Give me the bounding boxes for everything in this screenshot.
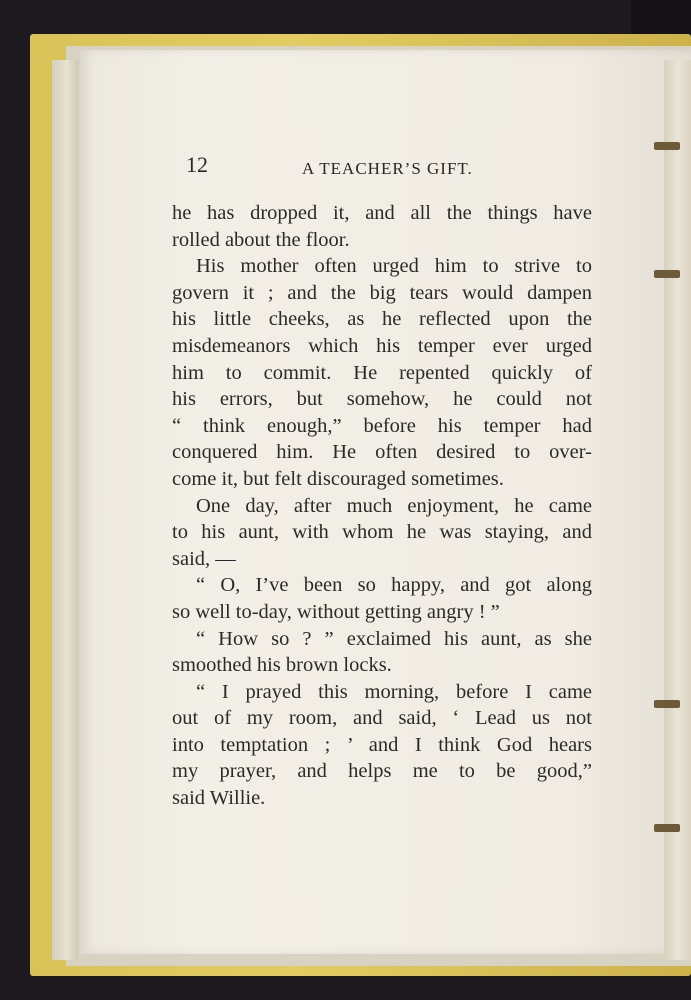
text-line: out of my room, and said, ‘ Lead us not (172, 707, 592, 730)
page-header (186, 152, 596, 182)
text-line: One day, after much enjoyment, he came (196, 494, 592, 517)
page-number: 12 (186, 152, 208, 177)
text-line: “ O, I’ve been so happy, and got along (196, 574, 592, 597)
text-line: he has dropped it, and all the things have (172, 202, 592, 224)
text-line: misdemeanors which his temper ever urged (172, 334, 592, 357)
binding-thread (654, 270, 680, 278)
binding-thread (654, 700, 680, 708)
text-line: smoothed his brown locks. (172, 654, 392, 677)
running-head: A TEACHER’S GIFT. (302, 159, 473, 178)
binding-thread (654, 142, 680, 150)
text-line: conquered him. He often desired to over- (172, 441, 592, 464)
text-line: into temptation ; ’ and I think God hears (172, 733, 592, 756)
page-edge-left (52, 60, 78, 960)
text-line: his little cheeks, as he reflected upon the (172, 308, 592, 331)
body-text (172, 200, 592, 812)
text-line: “ I prayed this morning, before I came (196, 680, 592, 703)
text-line: my prayer, and helps me to be good,” (172, 760, 592, 783)
text-line: “ How so ? ” exclaimed his aunt, as she (196, 627, 592, 650)
text-line: him to commit. He repented quickly of (172, 361, 592, 384)
text-line: “ think enough,” before his temper had (172, 414, 592, 437)
text-line: to his aunt, with whom he was staying, and (172, 521, 592, 544)
text-line: said Willie. (172, 787, 266, 810)
binding-thread (654, 824, 680, 832)
text-line: His mother often urged him to strive to (196, 255, 592, 278)
text-line: his errors, but somehow, he could not (172, 388, 592, 411)
text-line: said, — (172, 547, 236, 570)
text-line: rolled about the floor. (172, 228, 350, 251)
text-line: come it, but felt discouraged sometimes. (172, 467, 504, 490)
text-line: so well to-day, without getting angry ! ” (172, 600, 500, 623)
text-line: govern it ; and the big tears would dampen (172, 281, 592, 304)
